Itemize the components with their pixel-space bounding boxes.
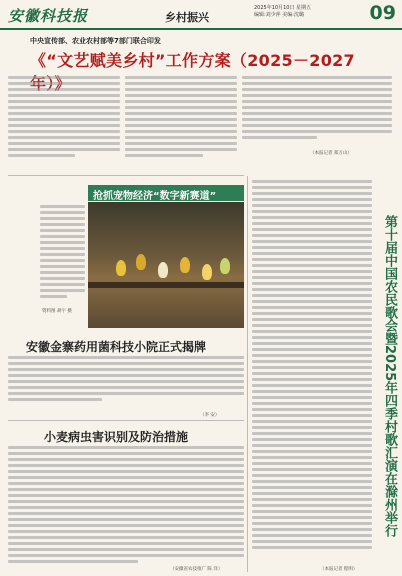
masthead — [0, 0, 402, 30]
feature-banner: 抢抓宠物经济“数字新赛道” — [88, 185, 244, 201]
newspaper-logo: 安徽科技报 — [8, 7, 89, 25]
lead-kicker: 中央宣传部、农业农村部等7部门联合印发 — [30, 37, 161, 45]
article2-headline: 安徽金寨药用菌科技小院正式揭牌 — [26, 340, 207, 354]
divider — [8, 420, 244, 421]
right-column-byline: （本报记者 程明） — [320, 567, 358, 572]
column-divider — [247, 176, 248, 572]
divider — [8, 175, 244, 176]
photo-credit: 资料图 胡宇 摄 — [42, 309, 72, 314]
section-name: 乡村振兴 — [165, 11, 209, 24]
parrot-figure — [202, 264, 212, 280]
article3-headline: 小麦病虫害识别及防治措施 — [44, 430, 189, 444]
feature-photo — [88, 202, 244, 328]
lead-headline: 《“文艺赋美乡村”工作方案（2025－2027 — [30, 51, 355, 70]
parrot-figure — [220, 258, 230, 274]
page-number: 09 — [369, 2, 396, 24]
feature-side-text — [40, 205, 85, 303]
lead-body-col2 — [125, 76, 237, 168]
issue-meta — [254, 5, 311, 19]
lead-body-col1 — [8, 76, 120, 168]
article2-byline: （李 安） — [200, 413, 220, 418]
right-column-body — [252, 180, 372, 560]
parrot-figure — [136, 254, 146, 270]
article2-body — [8, 356, 244, 408]
lead-body-col3 — [242, 76, 392, 151]
parrot-figure — [180, 257, 190, 273]
lead-byline: （本报记者 郑万山） — [310, 151, 352, 156]
article3-body — [8, 446, 244, 564]
parrot-figure — [116, 260, 126, 276]
parrot-figure — [158, 262, 168, 278]
article3-byline: （安徽省农技推广 陈 洋） — [170, 567, 223, 572]
perch — [88, 282, 244, 288]
issue-date: 2025年10月10日 星期五 — [254, 5, 312, 11]
editor-credits: 编辑:刘少萍 美编:沈璐 — [254, 12, 304, 18]
right-column-vertical-title: 第十届中国农民歌会暨2025年四季村歌汇演在滁州举行 — [382, 215, 397, 538]
